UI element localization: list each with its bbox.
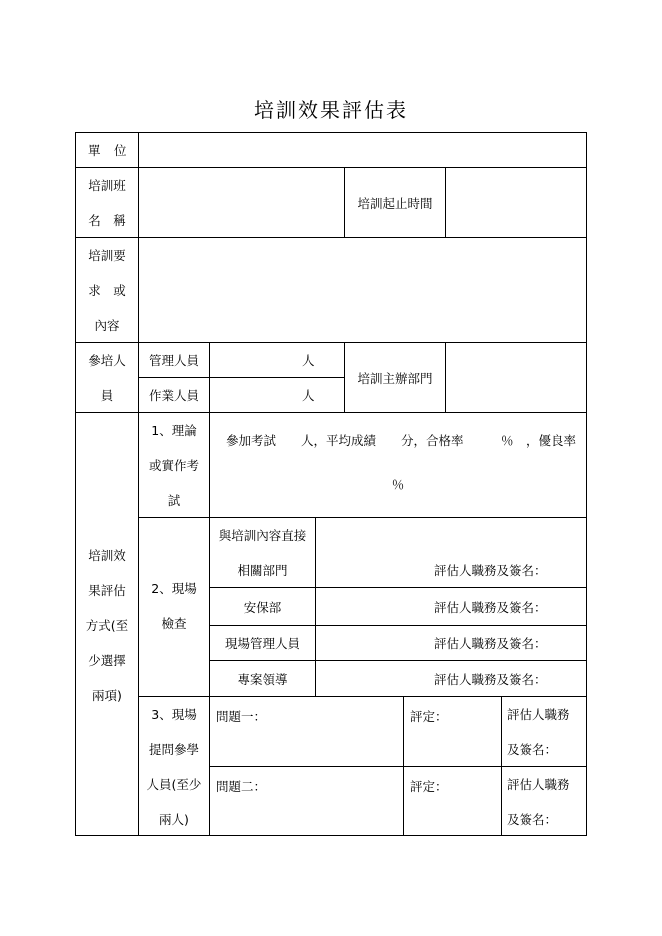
management-staff-label: 管理人員 [148, 353, 199, 368]
site-sign-field[interactable] [316, 518, 586, 587]
site-unit-project-lead: 專案領導 [237, 671, 288, 687]
evaluator-signature-line: 及簽名： [507, 742, 558, 757]
evaluation-method-label-line: 培訓效 [88, 548, 126, 563]
site-inspection-label-cell [139, 571, 209, 641]
exam-results-text: 參加考試 人，平均成績 分，合格率 ％ ，優良率 [226, 433, 577, 448]
course-name-label-cell [76, 168, 138, 237]
requirements-label-line: 培訓要 [88, 248, 126, 263]
rating-label: 評定： [410, 779, 448, 794]
evaluator-signature-label: 評估人職務及簽名： [434, 599, 547, 615]
question-label: 問題一： [216, 709, 267, 724]
exam-method-label-line: 試 [167, 493, 181, 508]
question-label: 問題二： [216, 779, 267, 794]
requirements-label-line: 內容 [94, 318, 120, 333]
participants-label-cell [76, 343, 138, 412]
site-inspection-label-line: 檢查 [161, 616, 187, 631]
training-period-field[interactable] [446, 168, 586, 237]
course-name-field[interactable] [139, 168, 344, 237]
evaluator-signature-label: 評估人職務及簽名： [434, 636, 547, 651]
site-unit-related-department [210, 518, 315, 587]
evaluator-signature-line: 及簽名： [507, 812, 558, 827]
participants-label-line: 員 [100, 388, 114, 403]
evaluator-signature-label: 評估人職務及簽名： [434, 563, 547, 578]
questions-method-label-line: 提問參學 [148, 742, 199, 757]
management-staff-count-field[interactable] [210, 343, 344, 377]
site-unit-line: 相關部門 [237, 563, 288, 578]
requirements-label-line: 求 或 [88, 283, 126, 298]
site-sign-field[interactable] [316, 661, 586, 696]
questions-method-label-cell [139, 697, 209, 835]
evaluation-method-label-cell [76, 538, 138, 718]
question-sign-field[interactable] [502, 697, 586, 766]
rating-field[interactable] [404, 697, 501, 766]
questions-method-label-line: 兩人) [159, 812, 189, 827]
site-inspection-label-line: 2、現場 [151, 581, 197, 596]
evaluation-method-label-line: 果評估 [88, 583, 126, 598]
site-unit-site-manager: 現場管理人員 [224, 636, 300, 651]
course-name-label-line: 名 稱 [88, 213, 126, 228]
exam-method-label-line: 1、理論 [151, 423, 197, 438]
site-unit-security: 安保部 [243, 599, 282, 615]
operations-staff-unit: 人 [302, 388, 315, 403]
question-sign-field[interactable] [502, 767, 586, 835]
evaluation-method-label-line: 方式(至 [85, 618, 129, 633]
exam-method-label-cell [139, 413, 209, 517]
participants-label-line: 參培人 [88, 353, 126, 368]
unit-value-field[interactable] [139, 133, 586, 167]
question-field[interactable] [210, 697, 403, 766]
requirements-label-cell [76, 238, 138, 342]
organizing-department-field[interactable] [446, 343, 586, 412]
rating-label: 評定： [410, 709, 448, 724]
unit-label-part: 單 [88, 143, 101, 158]
site-sign-field[interactable] [316, 626, 586, 660]
question-field[interactable] [210, 767, 403, 835]
unit-label-part: 位 [114, 143, 127, 158]
organizing-department-label: 培訓主辦部門 [357, 370, 433, 386]
evaluation-method-label-line: 少選擇 [88, 653, 126, 668]
site-unit-line: 與培訓內容直接 [218, 528, 307, 543]
evaluator-signature-line: 評估人職務 [507, 777, 570, 792]
exam-results-field[interactable] [210, 413, 586, 517]
exam-method-label-line: 或實作考 [148, 458, 199, 473]
form-title: 培訓效果評估表 [254, 98, 408, 122]
evaluator-signature-line: 評估人職務 [507, 707, 570, 722]
table-border-right [586, 132, 587, 836]
rating-field[interactable] [404, 767, 501, 835]
site-sign-field[interactable] [316, 588, 586, 625]
questions-method-label-line: 3、現場 [151, 707, 197, 722]
evaluation-method-label-line: 兩項) [92, 688, 122, 703]
unit-label-cell [76, 133, 138, 167]
training-period-label: 培訓起止時間 [357, 195, 433, 211]
questions-method-label-line: 人員(至少 [146, 777, 202, 792]
management-staff-unit: 人 [302, 353, 315, 368]
evaluator-signature-label: 評估人職務及簽名： [434, 671, 547, 687]
course-name-label-line: 培訓班 [88, 178, 126, 193]
requirements-field[interactable] [139, 238, 586, 342]
operations-staff-label: 作業人員 [148, 388, 199, 403]
operations-staff-count-field[interactable] [210, 378, 344, 412]
exam-results-text: ％ [391, 477, 405, 492]
